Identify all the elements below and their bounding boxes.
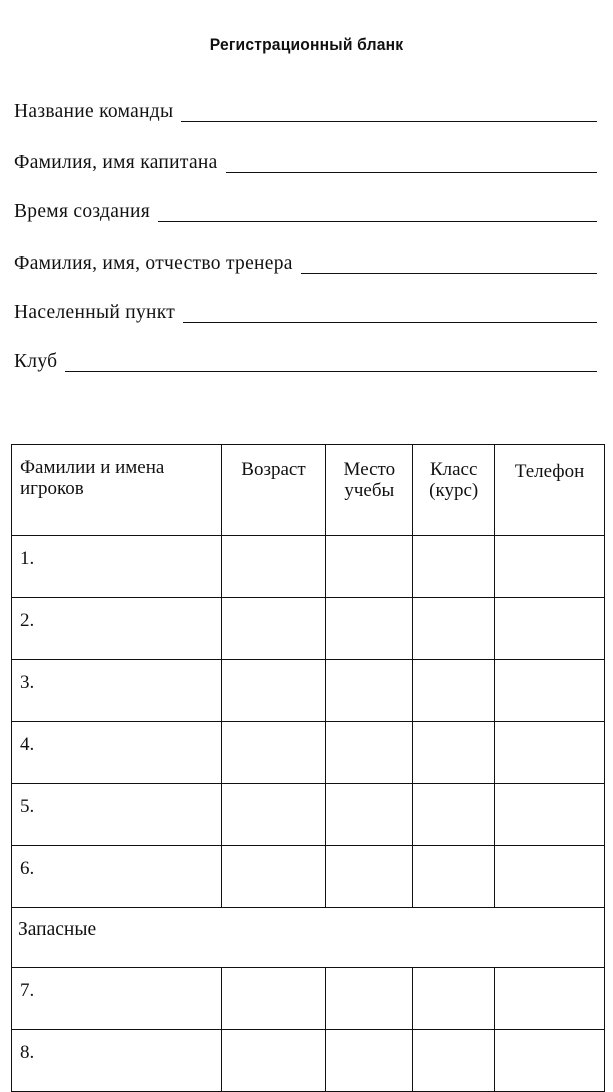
table-row [12, 722, 605, 784]
field-team-name-input-line[interactable] [181, 120, 597, 122]
class-cell[interactable] [413, 660, 495, 722]
study-place-cell[interactable] [326, 1030, 413, 1092]
field-coach-name-input-line[interactable] [301, 272, 597, 274]
field-locality-input-line[interactable] [183, 321, 597, 323]
field-team-name [14, 97, 597, 123]
player-number-cell[interactable]: 5. [12, 784, 222, 846]
study-place-cell[interactable] [326, 784, 413, 846]
header-player-names-line1: Фамилии и имена [20, 457, 165, 478]
player-number-cell[interactable]: 7. [12, 968, 222, 1030]
field-club [14, 347, 597, 373]
study-place-cell[interactable] [326, 536, 413, 598]
phone-cell[interactable] [495, 660, 605, 722]
class-cell[interactable] [413, 1030, 495, 1092]
age-cell[interactable] [221, 660, 326, 722]
field-locality-label: Населенный пункт [14, 302, 176, 323]
table-row [12, 598, 605, 660]
field-captain-name [14, 148, 597, 174]
field-coach-name [14, 249, 597, 275]
class-cell[interactable] [413, 784, 495, 846]
field-creation-time-input-line[interactable] [158, 220, 597, 222]
field-creation-time [14, 197, 597, 223]
field-coach-name-label: Фамилия, имя, отчество тренера [14, 253, 293, 274]
table-row [12, 846, 605, 908]
class-cell[interactable] [413, 846, 495, 908]
field-captain-name-input-line[interactable] [226, 171, 597, 173]
header-age [221, 445, 326, 536]
class-cell[interactable] [413, 598, 495, 660]
player-number-cell[interactable]: 2. [12, 598, 222, 660]
phone-cell[interactable] [495, 968, 605, 1030]
field-club-input-line[interactable] [65, 370, 597, 372]
header-study-place [326, 445, 413, 536]
reserve-label: Запасные [12, 908, 605, 968]
age-cell[interactable] [221, 784, 326, 846]
age-cell[interactable] [221, 722, 326, 784]
phone-cell[interactable] [495, 722, 605, 784]
class-cell[interactable] [413, 968, 495, 1030]
field-captain-name-label: Фамилия, имя капитана [14, 152, 218, 173]
age-cell[interactable] [221, 536, 326, 598]
header-phone [495, 445, 605, 536]
age-cell[interactable] [221, 598, 326, 660]
player-number-cell[interactable]: 3. [12, 660, 222, 722]
age-cell[interactable] [221, 1030, 326, 1092]
phone-cell[interactable] [495, 784, 605, 846]
field-locality [14, 298, 597, 324]
header-class [413, 445, 495, 536]
reserve-header-row [12, 908, 605, 968]
class-cell[interactable] [413, 536, 495, 598]
header-player-names [12, 445, 222, 536]
field-team-name-label: Название команды [14, 101, 174, 122]
phone-cell[interactable] [495, 846, 605, 908]
phone-cell[interactable] [495, 536, 605, 598]
class-cell[interactable] [413, 722, 495, 784]
phone-cell[interactable] [495, 598, 605, 660]
players-table [11, 444, 605, 1092]
age-cell[interactable] [221, 968, 326, 1030]
player-number-cell[interactable]: 4. [12, 722, 222, 784]
table-row [12, 784, 605, 846]
header-age-label: Возраст [241, 459, 306, 480]
players-table-header-row [12, 445, 605, 536]
field-club-label: Клуб [14, 351, 58, 372]
study-place-cell[interactable] [326, 968, 413, 1030]
table-row [12, 968, 605, 1030]
study-place-cell[interactable] [326, 660, 413, 722]
study-place-cell[interactable] [326, 846, 413, 908]
header-class-line2: (курс) [429, 480, 479, 501]
player-number-cell[interactable]: 8. [12, 1030, 222, 1092]
header-study-place-line2: учебы [344, 480, 395, 501]
study-place-cell[interactable] [326, 598, 413, 660]
phone-cell[interactable] [495, 1030, 605, 1092]
study-place-cell[interactable] [326, 722, 413, 784]
header-class-line1: Класс [429, 459, 478, 480]
player-number-cell[interactable]: 1. [12, 536, 222, 598]
age-cell[interactable] [221, 846, 326, 908]
table-row [12, 1030, 605, 1092]
header-player-names-line2: игроков [20, 478, 84, 499]
form-title: Регистрационный бланк [209, 35, 404, 54]
table-row [12, 660, 605, 722]
player-number-cell[interactable]: 6. [12, 846, 222, 908]
table-row [12, 536, 605, 598]
header-phone-label: Телефон [514, 461, 585, 482]
header-study-place-line1: Место [343, 459, 396, 480]
field-creation-time-label: Время создания [14, 201, 150, 222]
